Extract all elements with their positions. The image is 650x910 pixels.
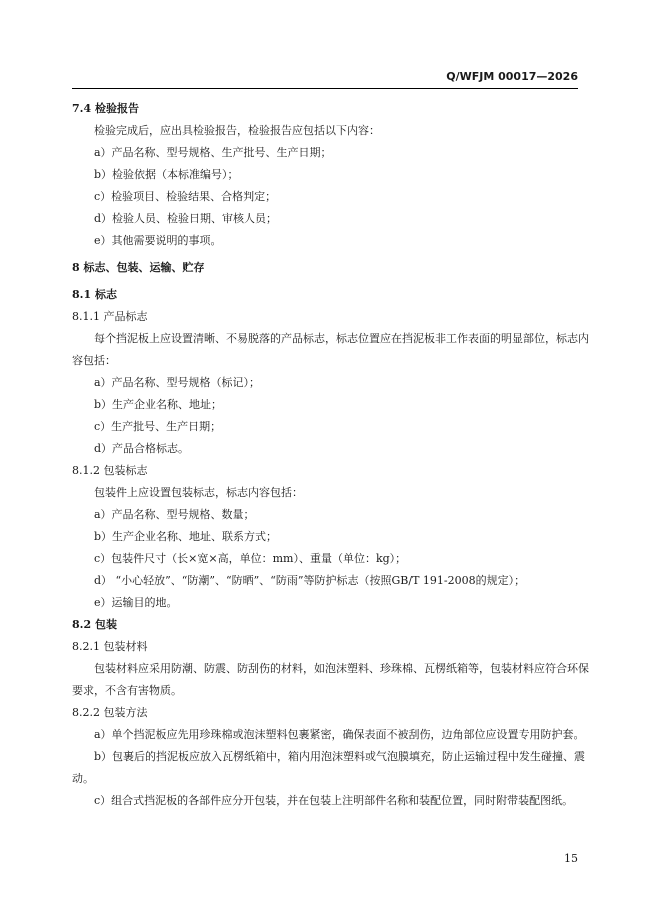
list-item: d）检验人员、检验日期、审核人员；: [94, 212, 278, 225]
list-item: a）产品名称、型号规格、数量；: [94, 508, 255, 521]
paragraph: 包装材料应采用防潮、防震、防刮伤的材料，如泡沫塑料、珍珠棉、瓦楞纸箱等，包装材料应符合环保要求，不含有害物质。: [72, 662, 589, 697]
subsection-title-8-1-2: 8.1.2 包装标志: [72, 464, 148, 477]
section-title-8-1: 8.1 标志: [72, 288, 117, 301]
header-rule: [72, 88, 578, 89]
list-item: d） “小心轻放”、“防潮”、“防晒”、“防雨”等防护标志（按照GB/T 191-2008的规定）；: [94, 574, 526, 587]
section-title-7-4: 7.4 检验报告: [72, 102, 139, 115]
list-item: e）运输目的地。: [94, 596, 178, 609]
section-title-8-2: 8.2 包装: [72, 618, 117, 631]
list-item: c）包装件尺寸（长×宽×高，单位：mm）、重量（单位：kg）；: [94, 552, 407, 565]
list-item: e）其他需要说明的事项。: [94, 234, 222, 247]
page-number: 15: [564, 852, 578, 865]
subsection-title-8-1-1: 8.1.1 产品标志: [72, 310, 148, 323]
list-item: b）检验依据（本标准编号）；: [94, 168, 239, 181]
paragraph: 每个挡泥板上应设置清晰、不易脱落的产品标志，标志位置应在挡泥板非工作表面的明显部位，标志内容包括：: [72, 332, 589, 367]
list-item: b）生产企业名称、地址、联系方式；: [94, 530, 278, 543]
list-item: c）生产批号、生产日期；: [94, 420, 222, 433]
list-item: b）包裹后的挡泥板应放入瓦楞纸箱中，箱内用泡沫塑料或气泡膜填充，防止运输过程中发生碰撞、震动。: [72, 750, 586, 785]
list-item: a）单个挡泥板应先用珍珠棉或泡沫塑料包裹紧密，确保表面不被刮伤，边角部位应设置专用防护套。: [94, 728, 585, 741]
document-code: Q/WFJM 00017—2026: [446, 70, 578, 83]
list-item: c）组合式挡泥板的各部件应分开包装，并在包装上注明部件名称和装配位置，同时附带装配图纸。: [94, 794, 574, 807]
paragraph: 包装件上应设置包装标志，标志内容包括：: [94, 486, 303, 499]
document-body: [72, 98, 592, 812]
list-item: a）产品名称、型号规格（标记）；: [94, 376, 261, 389]
chapter-title-8: 8 标志、包装、运输、贮存: [72, 261, 205, 274]
list-item: c）检验项目、检验结果、合格判定；: [94, 190, 277, 203]
list-item: a）产品名称、型号规格、生产批号、生产日期；: [94, 146, 332, 159]
paragraph: 检验完成后，应出具检验报告，检验报告应包括以下内容：: [94, 124, 380, 137]
subsection-title-8-2-1: 8.2.1 包装材料: [72, 640, 148, 653]
list-item: b）生产企业名称、地址；: [94, 398, 223, 411]
list-item: d）产品合格标志。: [94, 442, 190, 455]
subsection-title-8-2-2: 8.2.2 包装方法: [72, 706, 148, 719]
